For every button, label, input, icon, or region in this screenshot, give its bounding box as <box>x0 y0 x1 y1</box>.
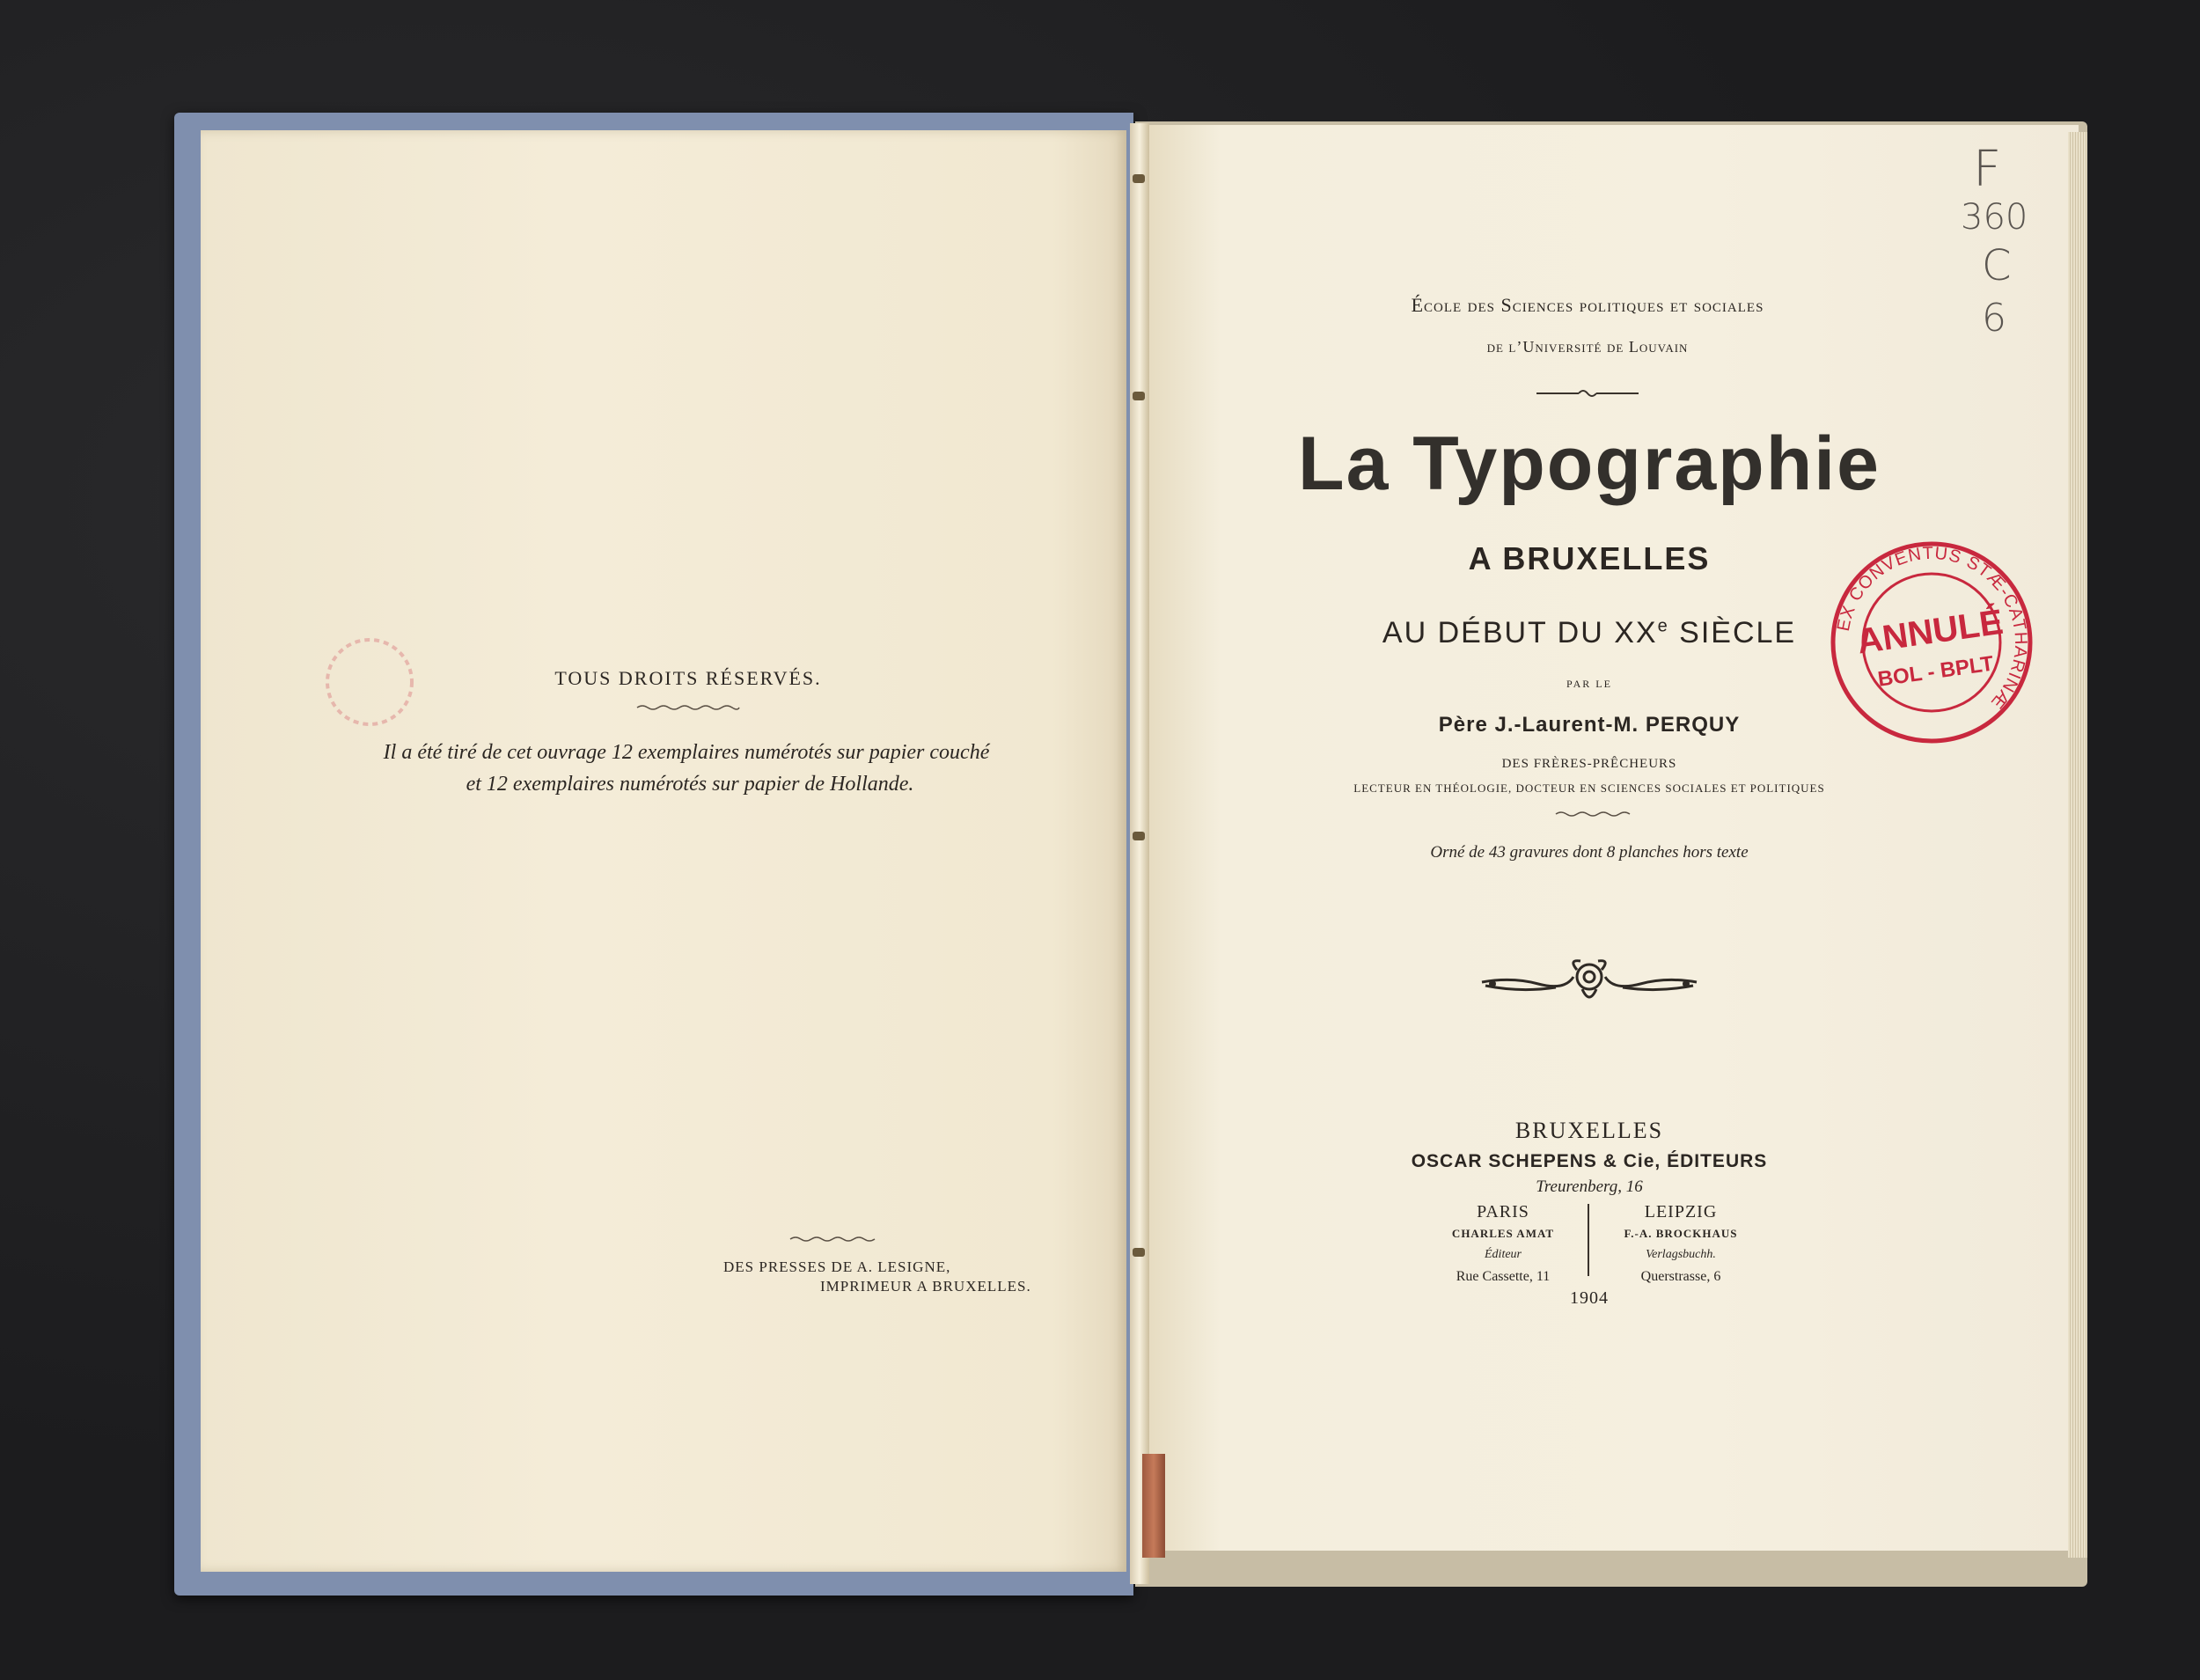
shelfmark-3: C <box>1982 241 2012 290</box>
illustrations-note: Orné de 43 gravures dont 8 planches hors texte <box>1430 843 1749 862</box>
institution-line2: de l’Université de Louvain <box>1486 338 1689 356</box>
printer-line2: IMPRIMEUR A BRUXELLES. <box>820 1278 1031 1295</box>
subtitle-century-sup: e <box>1657 616 1669 636</box>
publisher-name: OSCAR SCHEPENS & Cie, ÉDITEURS <box>1411 1151 1768 1171</box>
shelfmark-2: 360 <box>1961 197 2028 238</box>
paris-address: Rue Cassette, 11 <box>1456 1269 1551 1284</box>
bookmark-ribbon <box>1142 1454 1165 1558</box>
rule-ornament <box>1554 811 1633 818</box>
subtitle-a-bruxelles: A BRUXELLES <box>1468 540 1711 576</box>
library-stamp <box>1822 532 2042 752</box>
paris-publisher: CHARLES AMAT <box>1451 1227 1555 1240</box>
binding-stitch <box>1133 174 1145 183</box>
print-note-line1: Il a été tiré de cet ouvrage 12 exemplaires numérotés sur papier couché <box>383 741 990 764</box>
book-gutter <box>1130 123 1149 1584</box>
rights-heading: TOUS DROITS RÉSERVÉS. <box>554 667 822 689</box>
stamp-ring-text: EX CONVENTUS STÆ-CATHARINÆ <box>1833 543 2031 713</box>
shelfmark-1: F <box>1973 141 2002 198</box>
imprint-divider <box>1588 1204 1589 1276</box>
rule-ornament <box>788 1236 876 1243</box>
book-title: La Typographie <box>1298 422 1881 506</box>
subtitle-century <box>1382 616 1796 650</box>
stamp-overprint-2: BOL - BPLT <box>1876 651 1996 692</box>
paris-role: Éditeur <box>1485 1248 1522 1261</box>
leipzig-address: Querstrasse, 6 <box>1640 1269 1721 1284</box>
print-note-line2: et 12 exemplaires numérotés sur papier de Hollande. <box>466 773 914 796</box>
binding-stitch <box>1133 392 1145 400</box>
page-edges <box>2068 132 2087 1558</box>
leipzig-role: Verlagsbuchh. <box>1646 1248 1716 1261</box>
publication-year: 1904 <box>1570 1288 1609 1308</box>
rule-ornament <box>635 704 741 711</box>
floral-ornament <box>1477 950 1702 1012</box>
left-page <box>201 130 1126 1572</box>
printer-line1: DES PRESSES DE A. LESIGNE, <box>723 1258 951 1275</box>
rule-ornament <box>1535 387 1640 400</box>
author-name: Père J.-Laurent-M. PERQUY <box>1438 713 1741 737</box>
author-titles: LECTEUR EN THÉOLOGIE, DOCTEUR EN SCIENCES SOCIALES ET POLITIQUES <box>1353 781 1825 795</box>
leipzig-city: LEIPZIG <box>1644 1202 1718 1221</box>
binding-stitch <box>1133 1248 1145 1257</box>
imprint-city: BRUXELLES <box>1514 1118 1664 1143</box>
shelfmark-4: 6 <box>1982 296 2006 341</box>
by-label: PAR LE <box>1566 678 1612 690</box>
paris-city: PARIS <box>1477 1202 1529 1221</box>
show-through-stamp <box>299 634 440 730</box>
publisher-address: Treurenberg, 16 <box>1536 1177 1643 1196</box>
binding-stitch <box>1133 832 1145 840</box>
subtitle-century-prefix: AU DÉBUT DU XX <box>1382 616 1658 649</box>
subtitle-century-suffix: SIÈCLE <box>1668 616 1797 649</box>
leipzig-publisher: F.-A. BROCKHAUS <box>1624 1227 1738 1240</box>
author-order: DES FRÈRES-PRÊCHEURS <box>1501 757 1677 771</box>
institution-line1: École des Sciences politiques et sociales <box>1411 294 1764 316</box>
stamp-overprint: ANNULÉ <box>1854 602 2006 662</box>
